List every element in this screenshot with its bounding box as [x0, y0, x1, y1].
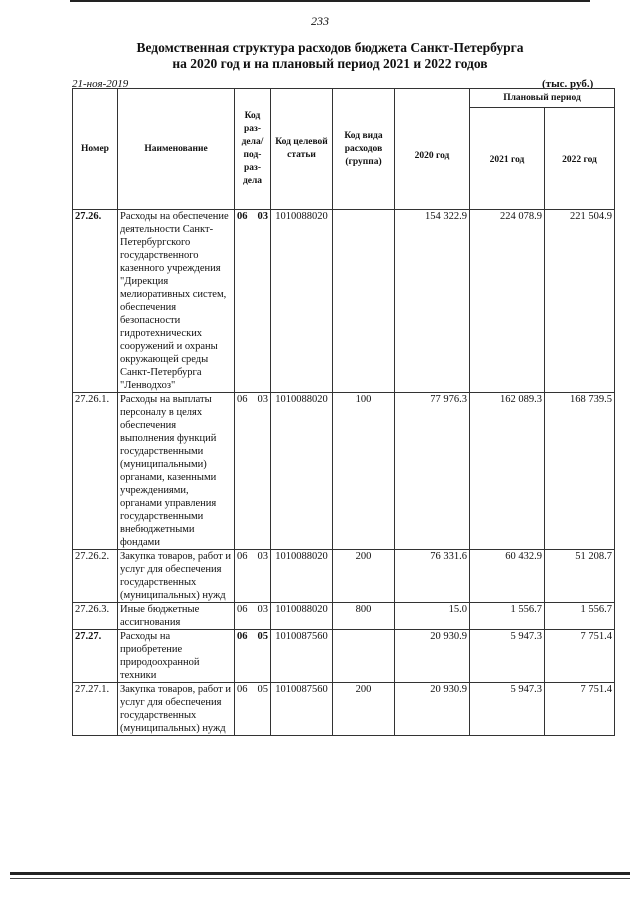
row-number: 27.26.1.: [73, 393, 118, 550]
row-2020: 20 930.9: [395, 630, 470, 683]
row-2020: 76 331.6: [395, 550, 470, 603]
row-section: [235, 550, 271, 603]
row-section-pr: 03: [257, 551, 268, 562]
row-number: 27.27.1.: [73, 683, 118, 736]
row-kind: [333, 210, 395, 393]
row-name: Закупка товаров, работ и услуг для обеспечения государственных (муниципальных) нужд: [118, 683, 235, 736]
row-section-rz: 06: [237, 551, 248, 562]
row-section-pr: 03: [257, 394, 268, 405]
title-line-1: Ведомственная структура расходов бюджета Санкт-Петербурга: [136, 40, 524, 55]
row-section-rz: 06: [237, 394, 248, 405]
table-row: [73, 630, 615, 683]
row-2022: 7 751.4: [545, 683, 615, 736]
header-number: Номер: [73, 89, 118, 210]
row-section-rz: 06: [237, 211, 248, 222]
table-row: [73, 393, 615, 550]
document-title: [60, 40, 600, 72]
row-target: 1010088020: [271, 210, 333, 393]
row-2020: 20 930.9: [395, 683, 470, 736]
row-2022: 1 556.7: [545, 603, 615, 630]
row-2021: 1 556.7: [470, 603, 545, 630]
row-2021: 162 089.3: [470, 393, 545, 550]
table-row: [73, 210, 615, 393]
header-plan: Плановый период: [470, 89, 615, 108]
row-name: Расходы на выплаты персоналу в целях обеспечения выполнения функций государственными (муниципальными) органами, казенными учреждениями, органами управления государственными внебюджетными фондами: [118, 393, 235, 550]
row-section: [235, 603, 271, 630]
row-2020: 154 322.9: [395, 210, 470, 393]
header-2020: 2020 год: [395, 89, 470, 210]
row-target: 1010087560: [271, 683, 333, 736]
row-kind: 100: [333, 393, 395, 550]
table-row: [73, 683, 615, 736]
header-section: Код раз- дела/ под- раз- дела: [235, 89, 271, 210]
table-row: [73, 550, 615, 603]
row-target: 1010088020: [271, 393, 333, 550]
header-2022: 2022 год: [545, 108, 615, 210]
row-2021: 5 947.3: [470, 683, 545, 736]
row-section-rz: 06: [237, 684, 248, 695]
header-target: Код целевой статьи: [271, 89, 333, 210]
row-2021: 5 947.3: [470, 630, 545, 683]
units-label: (тыс. руб.): [542, 78, 594, 90]
page-number: 233: [311, 14, 329, 28]
row-2022: 221 504.9: [545, 210, 615, 393]
row-number: 27.27.: [73, 630, 118, 683]
row-target: 1010087560: [271, 630, 333, 683]
top-rule: [70, 0, 590, 2]
row-section: [235, 630, 271, 683]
row-kind: 200: [333, 550, 395, 603]
header-2021: 2021 год: [470, 108, 545, 210]
row-2022: 51 208.7: [545, 550, 615, 603]
document-date: 21-ноя-2019: [72, 78, 129, 90]
bottom-rule: [10, 872, 630, 875]
row-number: 27.26.2.: [73, 550, 118, 603]
row-name: Иные бюджетные ассигнования: [118, 603, 235, 630]
row-2020: 77 976.3: [395, 393, 470, 550]
title-line-2: на 2020 год и на плановый период 2021 и 2022 годов: [172, 56, 488, 71]
row-target: 1010088020: [271, 550, 333, 603]
budget-table: [72, 88, 615, 736]
row-section-pr: 05: [257, 684, 268, 695]
row-kind: 200: [333, 683, 395, 736]
row-section-rz: 06: [237, 604, 248, 615]
row-name: Расходы на обеспечение деятельности Санкт-Петербургского государственного казенного учреждения "Дирекция мелиоративных систем, обеспечения безопасности гидротехнических сооружений и охраны окружающей среды Санкт-Петербурга "Ленводхоз": [118, 210, 235, 393]
row-section-rz: 06: [237, 631, 248, 642]
row-2020: 15.0: [395, 603, 470, 630]
row-section-pr: 05: [257, 631, 268, 642]
header-name: Наименование: [118, 89, 235, 210]
row-kind: [333, 630, 395, 683]
row-name: Расходы на приобретение природоохранной техники: [118, 630, 235, 683]
row-kind: 800: [333, 603, 395, 630]
row-section: [235, 210, 271, 393]
row-number: 27.26.3.: [73, 603, 118, 630]
row-section-pr: 03: [257, 604, 268, 615]
row-2022: 7 751.4: [545, 630, 615, 683]
row-section-pr: 03: [257, 211, 268, 222]
row-section: [235, 393, 271, 550]
bottom-rule-thin: [10, 878, 630, 879]
header-kind: Код вида расходов (группа): [333, 89, 395, 210]
row-section: [235, 683, 271, 736]
row-name: Закупка товаров, работ и услуг для обеспечения государственных (муниципальных) нужд: [118, 550, 235, 603]
row-number: 27.26.: [73, 210, 118, 393]
row-target: 1010088020: [271, 603, 333, 630]
table-row: [73, 603, 615, 630]
row-2021: 60 432.9: [470, 550, 545, 603]
row-2021: 224 078.9: [470, 210, 545, 393]
row-2022: 168 739.5: [545, 393, 615, 550]
